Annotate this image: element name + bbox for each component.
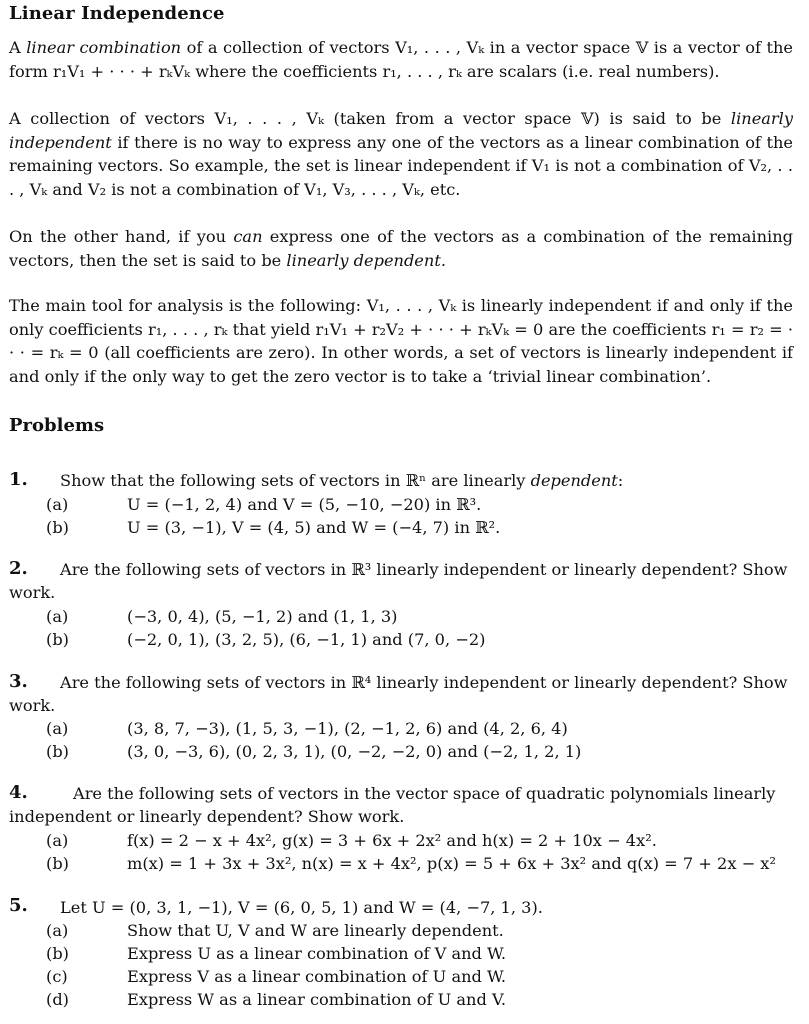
- problem-4b-text: m(x) = 1 + 3x + 3x², n(x) = x + 4x², p(x) = 5 + 6x + 3x² and q(x) = 7 + 2x − x²: [127, 854, 776, 873]
- intro-paragraph-2: A collection of vectors V₁, . . . , Vₖ (taken from a vector space 𝕍) is said to be linearly independent if there is no way to express any one of the vectors as a linear combination of the remaining vectors. So example, the set is linear independent if V₁ is not a combination of V₂, . . . , Vₖ and V₂ is not a combination of V₁, V₃, . . . , Vₖ, etc.: [9, 109, 793, 199]
- problem-5-number: 5.: [9, 895, 28, 916]
- problem-2-prompt: Are the following sets of vectors in ℝ³ linearly independent or linearly dependent? Show: [60, 560, 788, 579]
- problems-heading: Problems: [9, 415, 105, 436]
- problem-5b-text: Express U as a linear combination of V and W.: [127, 944, 506, 963]
- problem-2-prompt-cont: work.: [9, 583, 56, 602]
- problem-5a-label: (a): [46, 921, 69, 940]
- problem-2b-label: (b): [46, 630, 69, 649]
- problem-5d-label: (d): [46, 990, 69, 1009]
- page-title: Linear Independence: [9, 3, 225, 24]
- problem-4a-label: (a): [46, 831, 69, 850]
- problem-1a-text: U = (−1, 2, 4) and V = (5, −10, −20) in ℝ³.: [127, 495, 482, 514]
- problem-2a-label: (a): [46, 607, 69, 626]
- problem-1b-text: U = (3, −1), V = (4, 5) and W = (−4, 7) in ℝ².: [127, 518, 501, 537]
- problem-5d-text: Express W as a linear combination of U and V.: [127, 990, 506, 1009]
- intro-paragraph-1: A linear combination of a collection of vectors V₁, . . . , Vₖ in a vector space 𝕍 is a vector of the form r₁V₁ + · · · + rₖVₖ where the coefficients r₁, . . . , rₖ are scalars (i.e. real numbers).: [9, 38, 794, 81]
- problem-3a-label: (a): [46, 719, 69, 738]
- problem-3a-text: (3, 8, 7, −3), (1, 5, 3, −1), (2, −1, 2, 6) and (4, 2, 6, 4): [127, 719, 568, 738]
- problem-4b-label: (b): [46, 854, 69, 873]
- problem-2-number: 2.: [9, 558, 28, 579]
- problem-2b-text: (−2, 0, 1), (3, 2, 5), (6, −1, 1) and (7, 0, −2): [127, 630, 486, 649]
- problem-1b-label: (b): [46, 518, 69, 537]
- problem-5-prompt: Let U = (0, 3, 1, −1), V = (6, 0, 5, 1) and W = (4, −7, 1, 3).: [60, 898, 543, 917]
- problem-5b-label: (b): [46, 944, 69, 963]
- intro-paragraph-3: On the other hand, if you can express one of the vectors as a combination of the remaining vectors, then the set is said to be linearly dependent.: [9, 227, 794, 270]
- problem-5c-text: Express V as a linear combination of U and W.: [127, 967, 506, 986]
- problem-5a-text: Show that U, V and W are linearly dependent.: [127, 921, 504, 940]
- problem-3-number: 3.: [9, 671, 28, 692]
- problem-4-prompt: Are the following sets of vectors in the vector space of quadratic polynomials linearly: [73, 784, 776, 803]
- problem-4a-text: f(x) = 2 − x + 4x², g(x) = 3 + 6x + 2x² and h(x) = 2 + 10x − 4x².: [127, 831, 657, 850]
- intro-paragraph-4: The main tool for analysis is the following: V₁, . . . , Vₖ is linearly independent if and only if the only coefficients r₁, . . . , rₖ that yield r₁V₁ + r₂V₂ + · · · + rₖVₖ = 0 are the coefficients r₁ = r₂ = · · · = rₖ = 0 (all coefficients are zero). In other words, a set of vectors is linearly independent if and only if the only way to get the zero vector is to take a ‘trivial linear combination’.: [9, 296, 793, 386]
- problem-2a-text: (−3, 0, 4), (5, −1, 2) and (1, 1, 3): [127, 607, 398, 626]
- problem-4-number: 4.: [9, 782, 28, 803]
- problem-4-prompt-cont: independent or linearly dependent? Show work.: [9, 807, 405, 826]
- problem-1-number: 1.: [9, 469, 28, 490]
- problem-1-prompt: Show that the following sets of vectors in ℝⁿ are linearly dependent:: [60, 471, 624, 490]
- problem-3b-text: (3, 0, −3, 6), (0, 2, 3, 1), (0, −2, −2, 0) and (−2, 1, 2, 1): [127, 742, 582, 761]
- problem-3-prompt: Are the following sets of vectors in ℝ⁴ linearly independent or linearly dependent? Show: [60, 673, 788, 692]
- problem-3-prompt-cont: work.: [9, 696, 56, 715]
- term-linearly-dependent: linearly dependent.: [286, 250, 446, 270]
- term-linearly-independent: linearly independent: [9, 109, 793, 152]
- problem-3b-label: (b): [46, 742, 69, 761]
- term-can: can: [233, 227, 263, 246]
- term-linear-combination: linear combination: [26, 38, 182, 57]
- problem-1a-label: (a): [46, 495, 69, 514]
- problem-5c-label: (c): [46, 967, 68, 986]
